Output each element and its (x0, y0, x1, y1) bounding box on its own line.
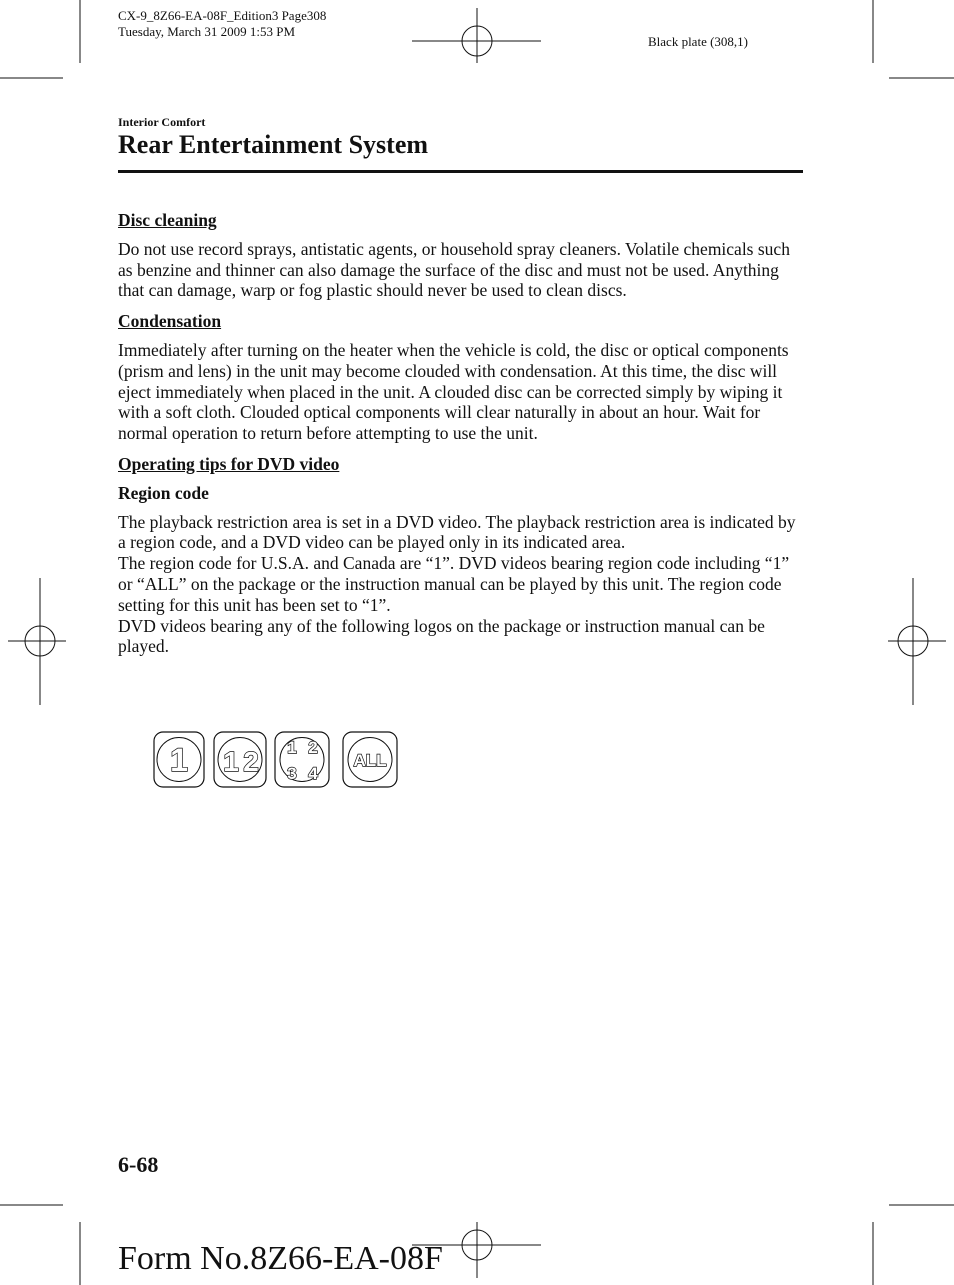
region-code-body-3: DVD videos bearing any of the following logos on the package or instruction manual can be played. (118, 615, 765, 657)
region-all-logo (343, 732, 397, 787)
main-content (118, 210, 803, 657)
condensation-heading: Condensation (118, 311, 222, 332)
region-code-body-1: The playback restriction area is set in a DVD video. The playback restriction area is indicated by a region code, and a DVD video can be played only in its indicated area. (118, 511, 796, 553)
region-all-label: ALL (353, 751, 387, 770)
condensation-body: Immediately after turning on the heater when the vehicle is cold, the disc or optical components (prism and lens) in the unit may become clouded with condensation. At this time, the disc will eject immediately when placed in the unit. A clouded disc can be corrected simply by wiping it with a soft cloth. Clouded optical components will clear naturally in about an hour. Wait for normal operation to return before attempting to use the unit. (118, 339, 789, 444)
section-label: Interior Comfort (118, 115, 206, 129)
region-1-logo (154, 732, 204, 787)
region-1-2-first: 1 (223, 746, 239, 777)
region-multi-4: 4 (308, 764, 318, 783)
region-code-body-2: The region code for U.S.A. and Canada are “1”. DVD videos bearing region code including “1” or “ALL” on the package or the instruction manual can be played by this unit. The region code setting for this unit has been set to “1”. (118, 553, 790, 615)
region-code-subheading: Region code (118, 482, 209, 503)
file-info: CX-9_8Z66-EA-08F_Edition3 Page308 (118, 8, 327, 23)
title-rule (118, 170, 803, 173)
page-title: Rear Entertainment System (118, 130, 429, 159)
print-date: Tuesday, March 31 2009 1:53 PM (118, 24, 296, 39)
region-code-logos (153, 731, 413, 791)
region-multi-1: 1 (287, 738, 297, 757)
region-1-2-3-4-logo (275, 732, 329, 787)
disc-cleaning-heading: Disc cleaning (118, 210, 217, 230)
region-1-label: 1 (170, 742, 188, 778)
region-1-2-logo (214, 732, 266, 787)
dvd-tips-heading: Operating tips for DVD video (118, 453, 340, 474)
form-number: Form No.8Z66-EA-08F (118, 1240, 443, 1277)
region-multi-3: 3 (287, 764, 297, 783)
region-1-2-second: 2 (243, 746, 259, 777)
page-number: 6-68 (118, 1152, 159, 1177)
plate-info: Black plate (308,1) (648, 34, 748, 49)
disc-cleaning-body: Do not use record sprays, antistatic agents, or household spray cleaners. Volatile chemicals such as benzine and thinner can also damage the surface of the disc and must not be used. Anything that can damage, warp or fog plastic should never be used to clean discs. (118, 238, 790, 301)
print-header (118, 8, 326, 40)
region-multi-2: 2 (308, 738, 318, 757)
